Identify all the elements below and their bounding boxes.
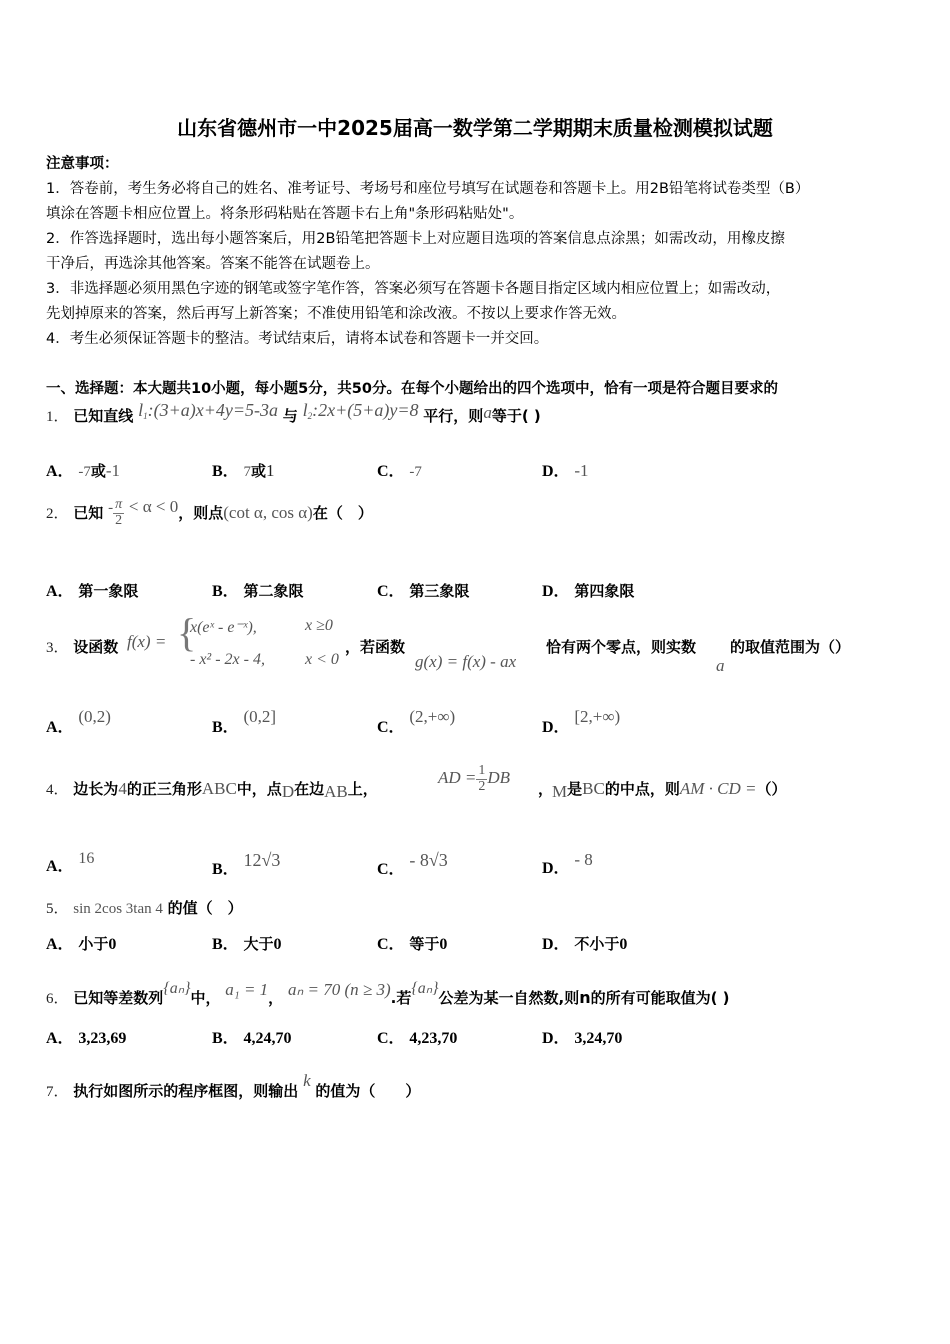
option-1d[interactable]: D． -1 bbox=[542, 461, 589, 480]
option-6b[interactable]: B． 4,24,70 bbox=[212, 1030, 292, 1047]
line-l1: $l_1:(3+a)x+4y=5-3a$ bbox=[138, 400, 279, 421]
question-1: 1． 已知直线 $l_1:(3+a)x+4y=5-3a$ 与 $l_2:2x+(5+a)y=8$ 平行，则a等于( ) bbox=[46, 400, 541, 425]
piecewise-cond-2: x < 0 bbox=[305, 651, 339, 668]
option-3b[interactable]: B． (0,2] bbox=[212, 707, 277, 736]
option-5a[interactable]: A． 小于0 bbox=[46, 935, 117, 953]
option-3a[interactable]: A． (0,2) bbox=[46, 707, 111, 736]
fx-label: f(x) = bbox=[127, 632, 167, 651]
option-4d[interactable]: D． - 8 bbox=[542, 850, 593, 877]
option-3d[interactable]: D． [2,+∞) bbox=[542, 707, 621, 736]
line-l2: $l_2:2x+(5+a)y=8$ bbox=[302, 400, 419, 421]
question-2: 2． 已知 - $\frac{\pi}{2}$ < α < 0，则点(cot α, cos α)在（ ） bbox=[46, 497, 373, 528]
option-6c[interactable]: C． 4,23,70 bbox=[377, 1030, 458, 1047]
note-line: 填涂在答题卡相应位置上。将条形码粘贴在答题卡右上角"条形码粘贴处"。 bbox=[46, 206, 524, 222]
option-4a[interactable]: A． 16 bbox=[46, 850, 95, 875]
piecewise-cond-1: x ≥0 bbox=[305, 617, 333, 634]
option-4b[interactable]: B． 12√3 bbox=[212, 850, 281, 878]
note-line: 先划掉原来的答案，然后再写上新答案；不准使用铅笔和涂改液。不按以上要求作答无效。 bbox=[46, 306, 626, 322]
option-1c[interactable]: C． -7 bbox=[377, 463, 422, 480]
dot-product: AM · CD = bbox=[679, 779, 757, 798]
option-4c[interactable]: C． - 8√3 bbox=[377, 850, 448, 878]
exam-title: 山东省德州市一中2025届高一数学第二学期期末质量检测模拟试题 bbox=[177, 116, 773, 140]
note-line: 4．考生必须保证答题卡的整洁。考试结束后，请将本试卷和答题卡一并交回。 bbox=[46, 331, 549, 347]
option-3c[interactable]: C． (2,+∞) bbox=[377, 707, 456, 736]
option-6d[interactable]: D． 3,24,70 bbox=[542, 1030, 623, 1047]
note-line: 3．非选择题必须用黑色字迹的钢笔或签字笔作答，答案必须写在答题卡各题目指定区域内相应位置上；如需改动， bbox=[46, 281, 781, 297]
option-5b[interactable]: B． 大于0 bbox=[212, 935, 282, 953]
piecewise-case-2: - x² - 2x - 4, bbox=[190, 651, 265, 668]
question-7: 7． 执行如图所示的程序框图，则输出 k 的值为（ ） bbox=[46, 1071, 421, 1100]
piecewise-brace: { bbox=[177, 610, 197, 655]
question-5: 5． sin 2cos 3tan 4 的值（ ） bbox=[46, 899, 243, 917]
note-line: 2．作答选择题时，选出每小题答案后，用2B铅笔把答题卡上对应题目选项的答案信息点涂黑；如需改动，用橡皮擦 bbox=[46, 231, 785, 247]
option-5d[interactable]: D． 不小于0 bbox=[542, 935, 628, 953]
option-6a[interactable]: A． 3,23,69 bbox=[46, 1030, 127, 1047]
option-5c[interactable]: C． 等于0 bbox=[377, 935, 448, 953]
notes-heading: 注意事项： bbox=[46, 156, 119, 172]
fraction-pi-over-2: $\frac{\pi}{2}$ bbox=[115, 497, 123, 528]
option-1b[interactable]: B． 7或1 bbox=[212, 461, 275, 480]
trig-expression: sin 2cos 3tan 4 bbox=[73, 901, 163, 917]
option-2d[interactable]: D． 第四象限 bbox=[542, 582, 635, 600]
option-2c[interactable]: C． 第三象限 bbox=[377, 582, 470, 600]
option-2a[interactable]: A． 第一象限 bbox=[46, 582, 139, 600]
note-line: 1．答卷前，考生务必将自己的姓名、准考证号、考场号和座位号填写在试题卷和答题卡上。用2B铅笔将试卷类型（B） bbox=[46, 181, 810, 197]
question-4: 4． 边长为4的正三角形ABC中，点D在边AB上， bbox=[46, 779, 378, 801]
question-number: 1． bbox=[46, 409, 69, 425]
note-line: 干净后，再选涂其他答案。答案不能答在试题卷上。 bbox=[46, 256, 380, 272]
vector-equation: AD = $\frac{1}{2}$ DB bbox=[438, 763, 511, 794]
piecewise-case-1: x(eˣ - e⁻ˣ), bbox=[190, 619, 257, 636]
gx-definition: g(x) = f(x) - ax bbox=[415, 652, 517, 671]
question-3: 3． 设函数 bbox=[46, 638, 119, 656]
option-2b[interactable]: B． 第二象限 bbox=[212, 582, 304, 600]
question-6: 6． 已知等差数列{aₙ}中， a₁ = 1， aₙ = 70 (n ≥ 3).若{aₙ}公差为某一自然数,则n的所有可能取值为( ) bbox=[46, 980, 730, 1007]
option-1a[interactable]: A． -7或-1 bbox=[46, 461, 121, 480]
section-heading: 一、选择题：本大题共10小题，每小题5分，共50分。在每个小题给出的四个选项中，恰有一项是符合题目要求的 bbox=[46, 381, 778, 397]
